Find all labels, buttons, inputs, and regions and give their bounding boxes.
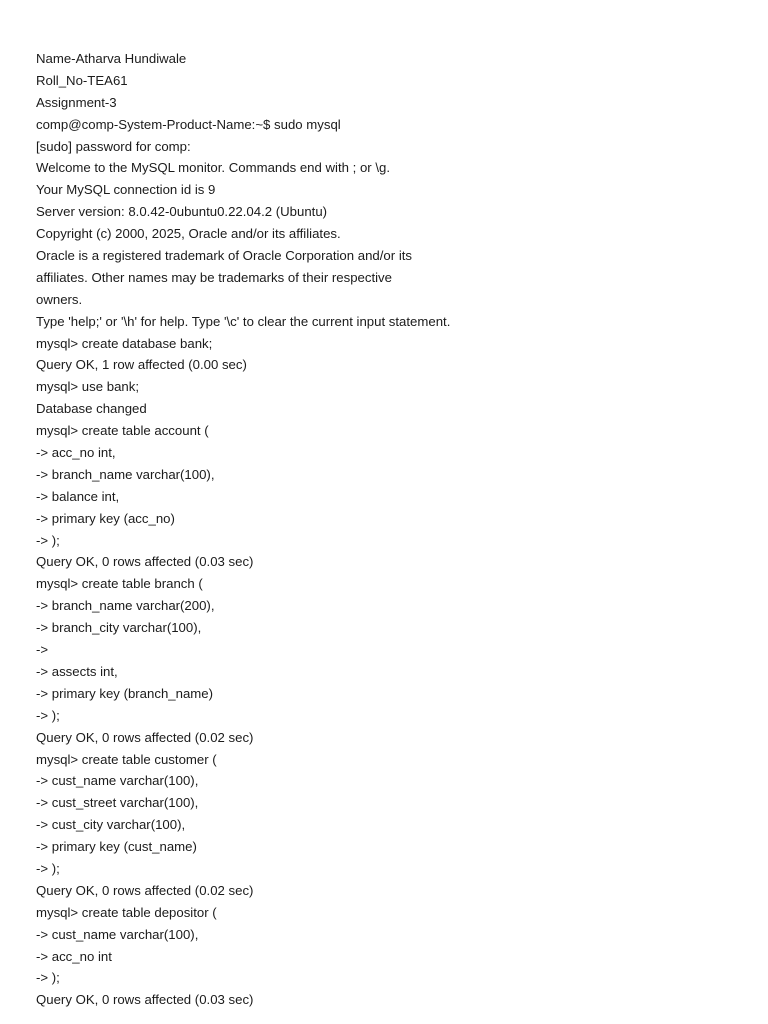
line-continuation: -> primary key (branch_name) (36, 685, 213, 701)
line-copyright: Copyright (c) 2000, 2025, Oracle and/or its affiliates. (36, 226, 341, 242)
line-continuation: -> branch_name varchar(200), (36, 598, 215, 614)
line-output: Query OK, 1 row affected (0.00 sec) (36, 357, 247, 373)
line-assignment: Assignment-3 (36, 94, 117, 110)
line-output: Query OK, 0 rows affected (0.02 sec) (36, 882, 254, 898)
terminal-transcript (36, 48, 736, 1008)
line-student-name: Name-Atharva Hundiwale (36, 51, 187, 66)
line-shell-command: comp@comp-System-Product-Name:~$ sudo mysql (36, 116, 341, 132)
line-continuation: -> (36, 642, 49, 658)
line-continuation: -> cust_name varchar(100), (36, 926, 199, 942)
line-command: mysql> use bank; (36, 379, 139, 395)
line-command: mysql> create database bank; (36, 335, 213, 351)
line-continuation: -> primary key (acc_no) (36, 510, 175, 526)
line-command: mysql> create table branch ( (36, 576, 203, 592)
line-command: mysql> create table depositor ( (36, 904, 217, 920)
line-sudo-prompt: [sudo] password for comp: (36, 138, 191, 154)
line-output: Query OK, 0 rows affected (0.03 sec) (36, 554, 254, 570)
line-continuation: -> cust_city varchar(100), (36, 817, 186, 833)
line-output: Database changed (36, 401, 147, 417)
line-roll-number: Roll_No-TEA61 (36, 72, 128, 88)
line-trademark-2: affiliates. Other names may be trademarks of their respective (36, 269, 392, 285)
line-continuation: -> primary key (cust_name) (36, 839, 197, 855)
line-trademark-1: Oracle is a registered trademark of Oracle Corporation and/or its (36, 248, 413, 264)
line-continuation: -> ); (36, 860, 60, 876)
line-help-hint: Type 'help;' or '\h' for help. Type '\c' to clear the current input statement. (36, 313, 451, 329)
line-continuation: -> cust_street varchar(100), (36, 795, 199, 811)
line-connection-id: Your MySQL connection id is 9 (36, 182, 216, 198)
line-continuation: -> balance int, (36, 488, 120, 504)
line-output-clipped: Query OK, 0 rows affected (0.03 sec) (36, 992, 254, 1008)
line-continuation: -> ); (36, 532, 60, 548)
line-continuation: -> branch_name varchar(100), (36, 466, 215, 482)
line-command: mysql> create table customer ( (36, 751, 217, 767)
line-command: mysql> create table account ( (36, 423, 209, 439)
line-trademark-3: owners. (36, 291, 83, 307)
line-welcome: Welcome to the MySQL monitor. Commands end with ; or \g. (36, 160, 391, 176)
line-server-version: Server version: 8.0.42-0ubuntu0.22.04.2 (Ubuntu) (36, 204, 328, 220)
line-continuation: -> assects int, (36, 663, 118, 679)
line-continuation: -> ); (36, 707, 60, 723)
line-continuation: -> ); (36, 970, 60, 986)
line-continuation: -> acc_no int (36, 948, 112, 964)
line-continuation: -> acc_no int, (36, 445, 116, 461)
line-output: Query OK, 0 rows affected (0.02 sec) (36, 729, 254, 745)
line-continuation: -> cust_name varchar(100), (36, 773, 199, 789)
line-continuation: -> branch_city varchar(100), (36, 620, 202, 636)
